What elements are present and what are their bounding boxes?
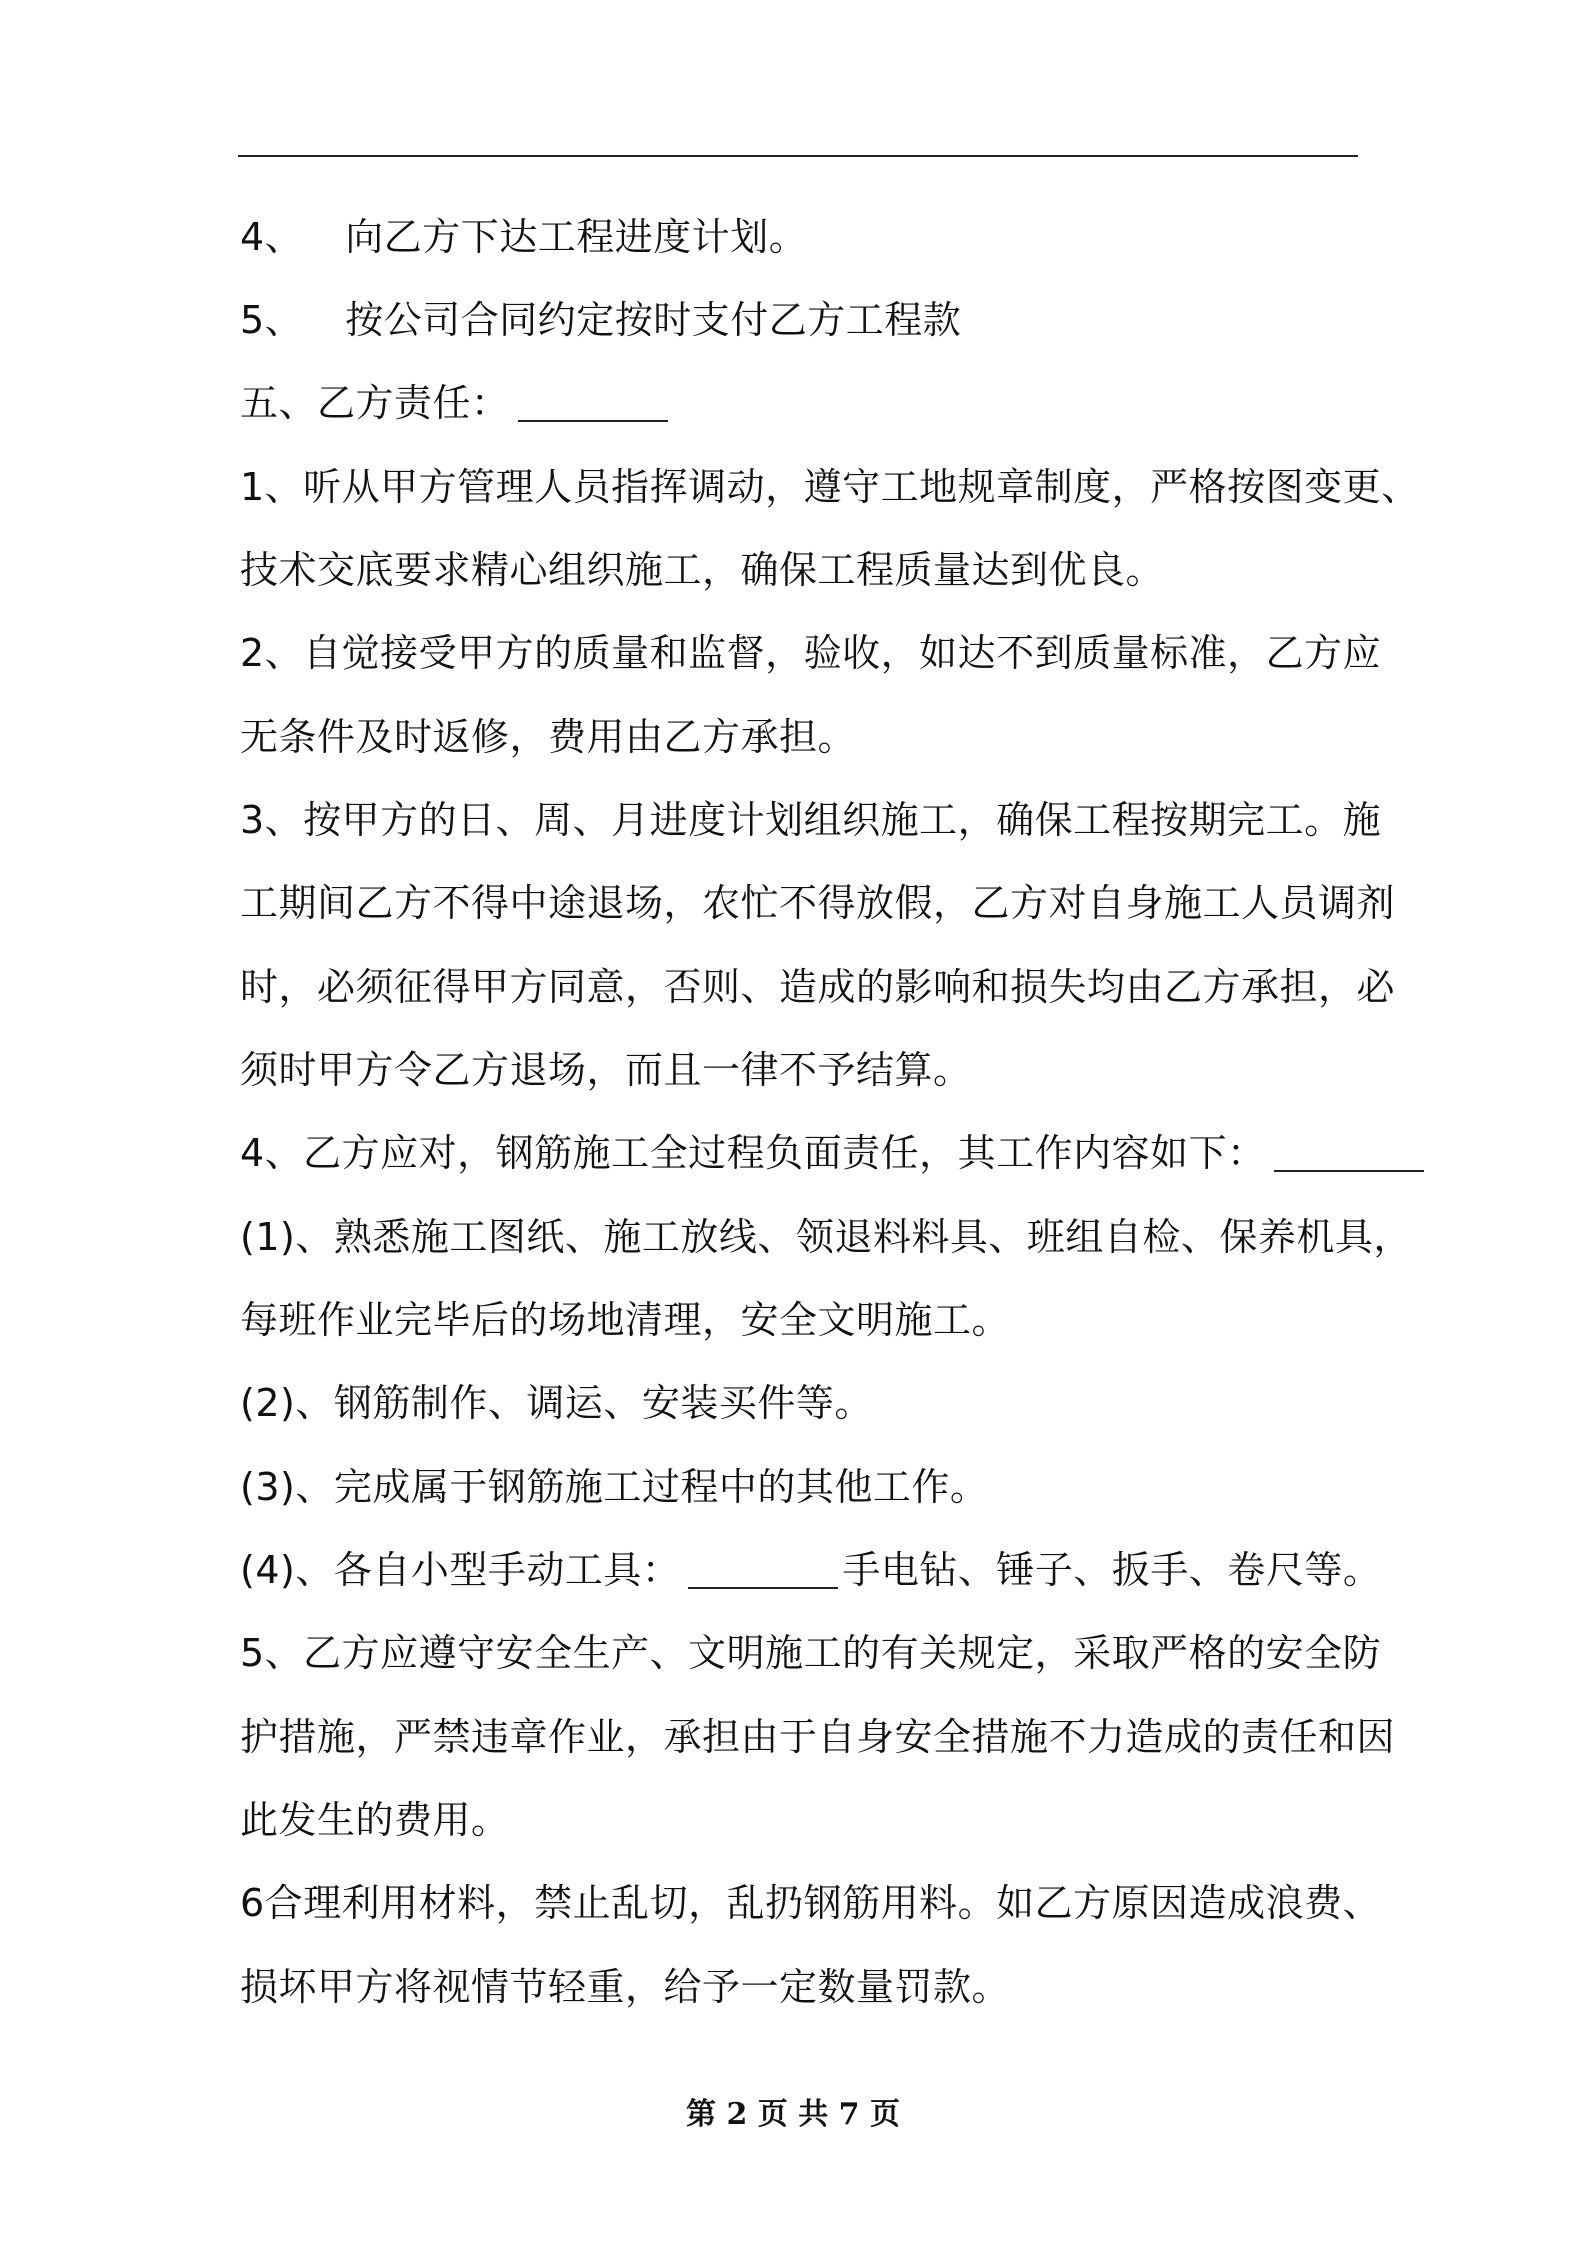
line-1 (240, 212, 807, 262)
fill-blank (688, 1549, 838, 1589)
line-19: 护措施，严禁违章作业，承担由于自身安全措施不力造成的责任和因 (240, 1715, 1396, 1759)
line-21: 6合理利用材料，禁止乱切，乱扔钢筋用料。如乙方原因造成浪费、 (240, 1881, 1382, 1925)
line-9: 工期间乙方不得中途退场，农忙不得放假，乙方对自身施工人员调剂 (240, 881, 1396, 925)
line-7: 无条件及时返修，费用由乙方承担。 (240, 715, 857, 759)
line-14: 每班作业完毕后的场地清理，安全文明施工。 (240, 1298, 1011, 1342)
fill-blank (1274, 1132, 1424, 1172)
page-number: 第 2 页 共 7 页 (686, 2097, 900, 2132)
item-text: 按公司合同约定按时支付乙方工程款 (345, 298, 962, 342)
section-heading-text: 五、乙方责任： (240, 381, 510, 425)
line-4: 1、听从甲方管理人员指挥调动，遵守工地规章制度，严格按图变更、 (240, 465, 1420, 509)
line-12 (240, 1128, 1424, 1178)
section-heading (240, 378, 668, 428)
line-11: 须时甲方令乙方退场，而且一律不予结算。 (240, 1048, 972, 1092)
line-18: 5、乙方应遵守安全生产、文明施工的有关规定，采取严格的安全防 (240, 1631, 1382, 1675)
line-15: (2)、钢筋制作、调运、安装买件等。 (240, 1381, 873, 1425)
item-text: 向乙方下达工程进度计划。 (345, 215, 808, 259)
line-22: 损坏甲方将视情节轻重，给予一定数量罚款。 (240, 1965, 1011, 2009)
line-16: (3)、完成属于钢筋施工过程中的其他工作。 (240, 1465, 989, 1509)
line-10: 时，必须征得甲方同意，否则、造成的影响和损失均由乙方承担，必 (240, 965, 1396, 1009)
item-text: 4、乙方应对，钢筋施工全过程负面责任，其工作内容如下： (240, 1131, 1266, 1175)
line-17 (240, 1545, 1381, 1595)
line-13: (1)、熟悉施工图纸、施工放线、领退料料具、班组自检、保养机具， (240, 1215, 1412, 1259)
line-8: 3、按甲方的日、周、月进度计划组织施工，确保工程按期完工。施 (240, 798, 1382, 842)
item-number: 4、 (240, 215, 304, 259)
item-text: 手电钻、锤子、扳手、卷尺等。 (842, 1548, 1382, 1592)
line-5: 技术交底要求精心组织施工，确保工程质量达到优良。 (240, 548, 1165, 592)
item-text: (4)、各自小型手动工具： (240, 1548, 681, 1592)
header-rule (238, 155, 1358, 157)
item-number: 5、 (240, 298, 304, 342)
line-6: 2、自觉接受甲方的质量和监督，验收，如达不到质量标准，乙方应 (240, 631, 1382, 675)
line-20: 此发生的费用。 (240, 1798, 510, 1842)
fill-blank (518, 382, 668, 422)
line-2 (240, 295, 961, 345)
